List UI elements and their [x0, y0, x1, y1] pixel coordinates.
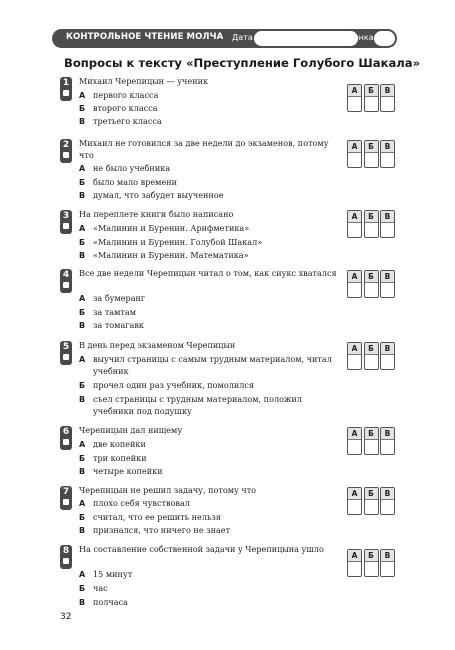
answer-grid	[347, 210, 395, 238]
answer-cell[interactable]	[364, 140, 379, 168]
option-text: «Малинин и Буренин. Голубой Шакал»	[93, 237, 263, 247]
option-text: 15 минут	[93, 569, 133, 579]
answer-cell-label: В	[381, 141, 394, 153]
answer-cell-label: Б	[365, 343, 378, 355]
question-text: На составление собственной задачи у Черепицына ушло	[79, 544, 324, 554]
option-letter: А	[79, 440, 86, 449]
answer-option[interactable]	[79, 237, 341, 249]
answer-option[interactable]	[79, 525, 341, 537]
checkbox-icon	[63, 558, 69, 564]
option-letter: Б	[79, 308, 86, 317]
option-text: три копейки	[93, 453, 147, 463]
option-letter: Б	[79, 178, 86, 187]
answer-cell-label: Б	[365, 211, 378, 223]
answer-cell[interactable]	[364, 549, 379, 577]
option-letter: А	[79, 164, 86, 173]
answer-cell[interactable]	[380, 210, 395, 238]
option-letter: В	[79, 117, 86, 126]
answer-grid	[347, 487, 395, 515]
option-letter: В	[79, 191, 86, 200]
answer-option[interactable]	[79, 583, 341, 595]
answer-cell-label: Б	[365, 271, 378, 283]
answer-cell-label: А	[348, 141, 361, 153]
answer-grid	[347, 427, 395, 455]
answer-option[interactable]	[79, 354, 341, 377]
option-letter: А	[79, 224, 86, 233]
option-text: две копейки	[93, 439, 146, 449]
answer-cell-label: А	[348, 271, 361, 283]
answer-option[interactable]	[79, 453, 341, 465]
checkbox-icon	[63, 354, 69, 360]
option-text: за тамтам	[93, 307, 137, 317]
answer-option[interactable]	[79, 177, 341, 189]
answer-cell-label: В	[381, 85, 394, 97]
question-text: Черепицын не решил задачу, потому что	[79, 485, 257, 495]
answer-cell-label: В	[381, 488, 394, 500]
question-text: Михаил не готовился за две недели до экзаменов, потому что	[79, 138, 329, 160]
option-letter: Б	[79, 513, 86, 522]
option-letter: Б	[79, 454, 86, 463]
option-letter: Б	[79, 584, 86, 593]
answer-cell-label: А	[348, 211, 361, 223]
option-letter: В	[79, 251, 86, 260]
answer-cell[interactable]	[380, 487, 395, 515]
answer-option[interactable]	[79, 380, 341, 392]
option-letter: Б	[79, 104, 86, 113]
answer-cell[interactable]	[380, 140, 395, 168]
option-text: съел страницы с трудным материалом, положил учебники под подушку	[93, 394, 302, 416]
answer-option[interactable]	[79, 293, 341, 305]
option-letter: А	[79, 570, 86, 579]
answer-option[interactable]	[79, 223, 341, 235]
answer-cell-label: Б	[365, 550, 378, 562]
answer-cell[interactable]	[380, 342, 395, 370]
checkbox-icon	[63, 152, 69, 158]
question-text: Все две недели Черепицын читал о том, как сиукс хватался	[79, 268, 337, 278]
answer-grid	[347, 140, 395, 168]
answer-cell-label: А	[348, 550, 361, 562]
option-text: час	[93, 583, 108, 593]
question-number-badge	[60, 269, 72, 293]
answer-option[interactable]	[79, 597, 341, 609]
answer-cell[interactable]	[347, 210, 362, 238]
answer-cell[interactable]	[347, 487, 362, 515]
question-number: 3	[62, 211, 70, 221]
answer-grid	[347, 84, 395, 112]
answer-cell[interactable]	[347, 270, 362, 298]
question-text: На переплете книги было написано	[79, 209, 234, 219]
option-letter: А	[79, 294, 86, 303]
option-text: думал, что забудет выученное	[93, 190, 224, 200]
question-number-badge	[60, 210, 72, 234]
question-number: 7	[62, 487, 70, 497]
answer-cell-label: В	[381, 550, 394, 562]
question-number: 5	[62, 342, 70, 352]
answer-option[interactable]	[79, 512, 341, 524]
answer-cell-label: Б	[365, 141, 378, 153]
question-number-badge	[60, 486, 72, 510]
answer-cell[interactable]	[364, 270, 379, 298]
answer-cell-label: А	[348, 343, 361, 355]
option-letter: В	[79, 598, 86, 607]
answer-option[interactable]	[79, 250, 341, 262]
checkbox-icon	[63, 439, 69, 445]
grade-field[interactable]	[374, 31, 395, 46]
answer-option[interactable]	[79, 103, 341, 115]
option-text: выучил страницы с самым трудным материалом, читал учебник	[93, 354, 332, 376]
option-text: третьего класса	[93, 116, 162, 126]
answer-option[interactable]	[79, 320, 341, 332]
option-letter: Б	[79, 238, 86, 247]
answer-cell[interactable]	[364, 210, 379, 238]
answer-cell[interactable]	[347, 427, 362, 455]
answer-cell-label: Б	[365, 488, 378, 500]
answer-option[interactable]	[79, 307, 341, 319]
option-letter: Б	[79, 381, 86, 390]
answer-cell[interactable]	[347, 342, 362, 370]
question-number-badge	[60, 139, 72, 163]
option-text: «Малинин и Буренин. Математика»	[93, 250, 249, 260]
page-title: Вопросы к тексту «Преступление Голубого Шакала»	[64, 56, 421, 70]
answer-cell-label: Б	[365, 85, 378, 97]
answer-cell-label: А	[348, 428, 361, 440]
question-number: 2	[62, 140, 70, 150]
question-number-badge	[60, 426, 72, 450]
option-text: четыре копейки	[93, 466, 163, 476]
option-text: за бумеранг	[93, 293, 146, 303]
question-number: 8	[62, 546, 70, 556]
option-text: полчаса	[93, 597, 128, 607]
answer-cell[interactable]	[347, 84, 362, 112]
option-text: считал, что ее решить нельзя	[93, 512, 221, 522]
answer-grid	[347, 270, 395, 298]
answer-cell[interactable]	[380, 427, 395, 455]
option-text: не было учебника	[93, 163, 171, 173]
option-text: было мало времени	[93, 177, 178, 187]
answer-cell-label: В	[381, 428, 394, 440]
option-letter: В	[79, 395, 86, 404]
answer-cell[interactable]	[380, 549, 395, 577]
answer-option[interactable]	[79, 116, 341, 128]
option-letter: В	[79, 467, 86, 476]
answer-cell-label: А	[348, 488, 361, 500]
answer-cell[interactable]	[380, 270, 395, 298]
answer-grid	[347, 342, 395, 370]
option-text: «Малинин и Буренин. Арифметика»	[93, 223, 250, 233]
answer-cell-label: В	[381, 271, 394, 283]
option-text: за томагавк	[93, 320, 144, 330]
answer-option[interactable]	[79, 163, 341, 175]
question-number-badge	[60, 77, 72, 101]
answer-cell[interactable]	[380, 84, 395, 112]
option-letter: В	[79, 321, 86, 330]
answer-option[interactable]	[79, 439, 341, 451]
date-label: Дата	[232, 33, 253, 42]
answer-cell[interactable]	[364, 84, 379, 112]
option-letter: А	[79, 355, 86, 364]
checkbox-icon	[63, 90, 69, 96]
checkbox-icon	[63, 282, 69, 288]
question-number: 6	[62, 427, 70, 437]
option-letter: В	[79, 526, 86, 535]
answer-option[interactable]	[79, 394, 341, 417]
option-text: плохо себя чувствовал	[93, 498, 190, 508]
answer-grid	[347, 549, 395, 577]
answer-option[interactable]	[79, 190, 341, 202]
answer-cell-label: А	[348, 85, 361, 97]
question-text: Михаил Черепицын — ученик	[79, 76, 209, 86]
option-letter: А	[79, 91, 86, 100]
answer-cell[interactable]	[364, 427, 379, 455]
page-number: 32	[60, 612, 72, 622]
option-text: прочел один раз учебник, помолился	[93, 380, 255, 390]
question-text: Черепицын дал нищему	[79, 425, 183, 435]
option-letter: А	[79, 499, 86, 508]
answer-cell-label: Б	[365, 428, 378, 440]
answer-cell[interactable]	[364, 487, 379, 515]
checkbox-icon	[63, 499, 69, 505]
answer-option[interactable]	[79, 90, 341, 102]
question-number-badge	[60, 341, 72, 365]
question-text: В день перед экзаменом Черепицын	[79, 340, 236, 350]
answer-cell[interactable]	[364, 342, 379, 370]
answer-cell[interactable]	[347, 140, 362, 168]
answer-option[interactable]	[79, 466, 341, 478]
grade-label: Оценка	[342, 33, 374, 42]
answer-option[interactable]	[79, 498, 341, 510]
option-text: признался, что ничего не знает	[93, 525, 231, 535]
header-bar	[52, 29, 397, 48]
checkbox-icon	[63, 223, 69, 229]
question-number: 1	[62, 78, 70, 88]
header-title: КОНТРОЛЬНОЕ ЧТЕНИЕ МОЛЧА	[66, 32, 224, 42]
answer-cell-label: В	[381, 211, 394, 223]
option-text: второго класса	[93, 103, 158, 113]
option-text: первого класса	[93, 90, 159, 100]
answer-option[interactable]	[79, 569, 341, 581]
question-number-badge	[60, 545, 72, 569]
answer-cell-label: В	[381, 343, 394, 355]
answer-cell[interactable]	[347, 549, 362, 577]
question-number: 4	[62, 270, 70, 280]
